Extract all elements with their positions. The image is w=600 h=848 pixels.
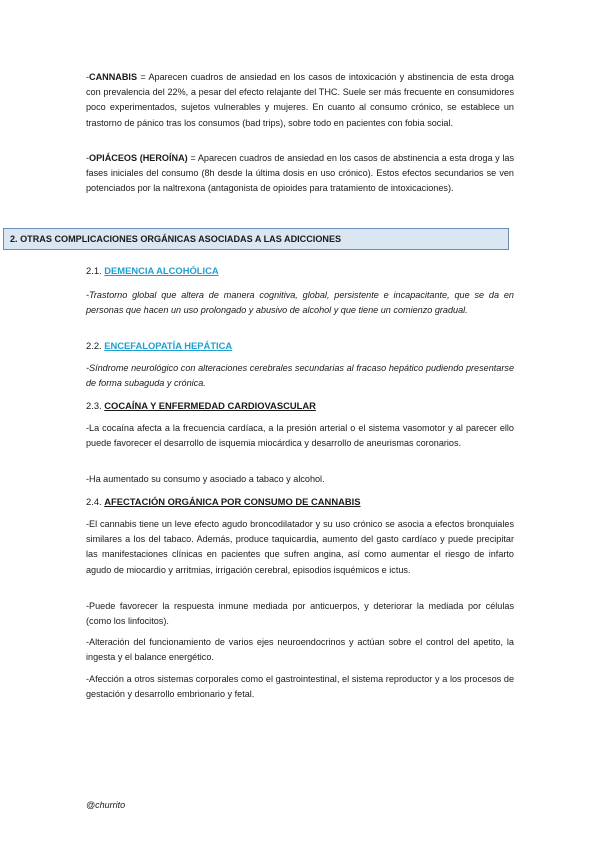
subsection-2-4-text-2: -Puede favorecer la respuesta inmune mediada por anticuerpos, y deteriorar la mediada por células (como los linfocitos). xyxy=(86,601,514,627)
opiaceos-paragraph: -OPIÁCEOS (HEROÍNA) = Aparecen cuadros de ansiedad en los casos de abstinencia a esta droga y las fases iniciales del consumo (8h desde la última dosis en uso crónico). Estos efectos secundarios se ven potenciados por la naltrexona (antagonista de opioides para tratamiento de intoxicaciones). xyxy=(86,153,514,194)
subsection-2-1-heading xyxy=(86,264,219,278)
subsection-number: 2.2. xyxy=(86,340,105,351)
subsection-2-3-text-1: -La cocaína afecta a la frecuencia cardíaca, a la presión arterial o el sistema vasomotor y al parecer ello puede favorecer el desarrollo de isquemia miocárdica y desarrollo de aneurismas coronarios. xyxy=(86,423,514,449)
subsection-2-4-text-1: -El cannabis tiene un leve efecto agudo broncodilatador y su uso crónico se asocia a efectos bronquiales similares a los del tabaco. Además, produce taquicardia, aumento del gasto cardíaco y puede precipitar las manifestaciones clínicas en pacientes que sufren angina, así como aumentar el riesgo de infarto agudo de miocardio y arritmias, irrigación cerebral, episodios isquémicos e ictus. xyxy=(86,519,514,575)
encefalopatia-hepatica-link[interactable]: ENCEFALOPATÍA HEPÁTICA xyxy=(104,340,233,351)
subsection-2-4-text-3: -Alteración del funcionamiento de varios ejes neuroendocrinos y actúan sobre el control del apetito, la ingesta y el balance energético. xyxy=(86,637,514,663)
opiaceos-text: = Aparecen cuadros de ansiedad en los casos de abstinencia a esta droga y las fases iniciales del consumo (8h desde la última dosis en uso crónico). Estos efectos secundarios se ven potenciados por la naltrexona (antagonista de opioides para tratamiento de intoxicaciones). xyxy=(86,153,514,194)
author-footer: @churrito xyxy=(86,800,126,810)
cannabis-term: CANNABIS xyxy=(89,72,138,82)
subsection-number: 2.4. xyxy=(86,496,105,507)
subsection-2-4-heading xyxy=(86,495,361,509)
demencia-alcoholica-link[interactable]: DEMENCIA ALCOHÓLICA xyxy=(104,265,219,276)
subsection-2-3-text-2: -Ha aumentado su consumo y asociado a tabaco y alcohol. xyxy=(86,474,325,484)
opiaceos-term: OPIÁCEOS (HEROÍNA) xyxy=(89,153,188,163)
subsection-2-2-text: -Síndrome neurológico con alteraciones cerebrales secundarias al fracaso hepático pudiendo presentarse de forma subaguda y crónica. xyxy=(86,363,514,389)
cannabis-text: = Aparecen cuadros de ansiedad en los casos de intoxicación y abstinencia de esta droga con prevalencia del 22%, a pesar del efecto relajante del THC. Suele ser más frecuente en consumidores poco experimentados, sujetos vulnerables y mujeres. En cuanto al consumo crónico, se establece un trastorno de pánico tras los consumos (bad trips), sobre todo en pacientes con fobia social. xyxy=(86,72,514,128)
subsection-2-4-text-4: -Afección a otros sistemas corporales como el gastrointestinal, el sistema reproductor y a los procesos de gestación y desarrollo embrionario y fetal. xyxy=(86,674,514,700)
subsection-2-1-text: -Trastorno global que altera de manera cognitiva, global, persistente e incapacitante, que se da en personas que hacen un uso prolongado y abusivo de alcohol y que tiene un comienzo gradual. xyxy=(86,290,514,316)
subsection-number: 2.3. xyxy=(86,400,105,411)
subsection-title: COCAÍNA Y ENFERMEDAD CARDIOVASCULAR xyxy=(104,400,316,411)
subsection-2-2-heading xyxy=(86,339,232,353)
subsection-2-3-heading xyxy=(86,399,316,413)
subsection-title: AFECTACIÓN ORGÁNICA POR CONSUMO DE CANNABIS xyxy=(104,496,361,507)
cannabis-paragraph: -CANNABIS = Aparecen cuadros de ansiedad en los casos de intoxicación y abstinencia de esta droga con prevalencia del 22%, a pesar del efecto relajante del THC. Suele ser más frecuente en consumidores poco experimentados, sujetos vulnerables y mujeres. En cuanto al consumo crónico, se establece un trastorno de pánico tras los consumos (bad trips), sobre todo en pacientes con fobia social. xyxy=(86,72,514,128)
subsection-number: 2.1. xyxy=(86,265,105,276)
section-heading: 2. OTRAS COMPLICACIONES ORGÁNICAS ASOCIADAS A LAS ADICCIONES xyxy=(3,228,509,250)
